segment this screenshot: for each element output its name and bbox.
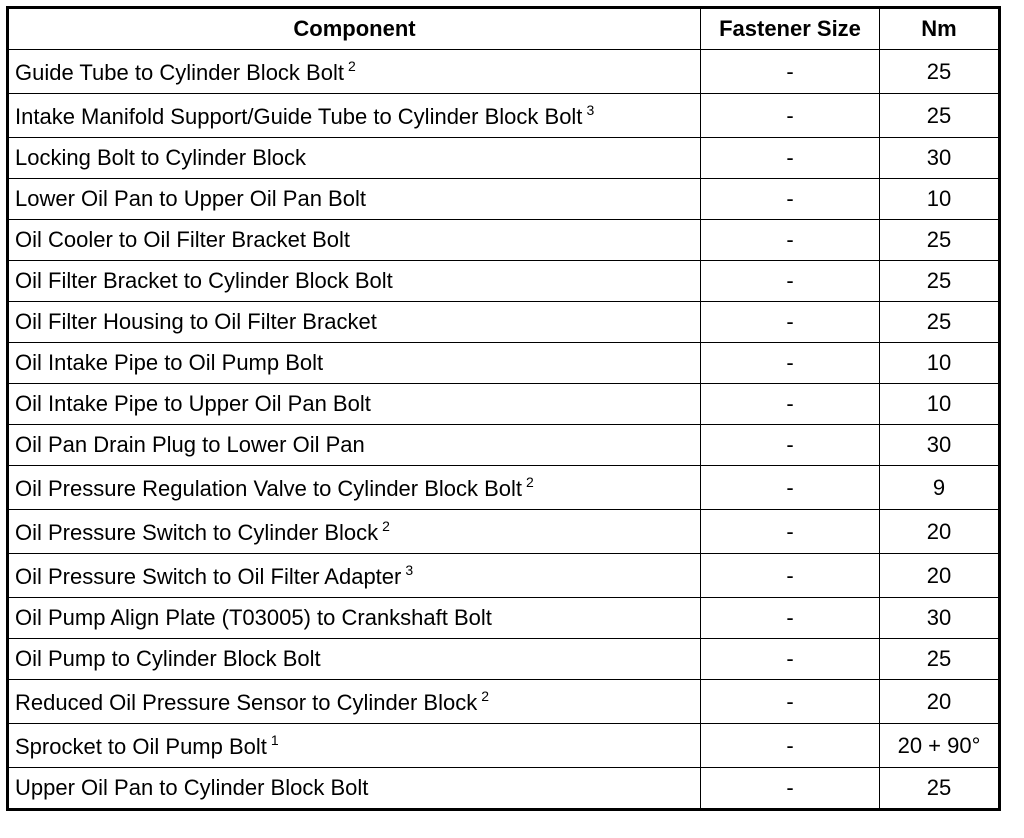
table-row bbox=[8, 680, 1000, 724]
component-cell bbox=[8, 510, 701, 554]
table-row bbox=[8, 94, 1000, 138]
nm-cell: 10 bbox=[880, 384, 1000, 425]
fastener-size-cell: - bbox=[701, 384, 880, 425]
component-text: Oil Intake Pipe to Oil Pump Bolt bbox=[15, 350, 324, 375]
fastener-size-cell: - bbox=[701, 680, 880, 724]
table-row bbox=[8, 343, 1000, 384]
header-row bbox=[8, 8, 1000, 50]
nm-cell: 25 bbox=[880, 768, 1000, 810]
footnote-marker: 2 bbox=[481, 688, 490, 704]
component-text: Oil Intake Pipe to Upper Oil Pan Bolt bbox=[15, 391, 371, 416]
fastener-size-cell: - bbox=[701, 138, 880, 179]
nm-cell: 25 bbox=[880, 261, 1000, 302]
component-text: Oil Cooler to Oil Filter Bracket Bolt bbox=[15, 227, 350, 252]
component-cell bbox=[8, 466, 701, 510]
nm-cell: 9 bbox=[880, 466, 1000, 510]
component-cell bbox=[8, 384, 701, 425]
fastener-size-cell: - bbox=[701, 768, 880, 810]
table-row bbox=[8, 639, 1000, 680]
component-text: Upper Oil Pan to Cylinder Block Bolt bbox=[15, 775, 369, 800]
table-row bbox=[8, 466, 1000, 510]
component-text: Guide Tube to Cylinder Block Bolt bbox=[15, 60, 344, 85]
table-row bbox=[8, 768, 1000, 810]
footnote-marker: 3 bbox=[405, 562, 414, 578]
component-cell bbox=[8, 343, 701, 384]
nm-cell: 10 bbox=[880, 343, 1000, 384]
table-row bbox=[8, 425, 1000, 466]
fastener-size-cell: - bbox=[701, 302, 880, 343]
table-row bbox=[8, 138, 1000, 179]
table-body bbox=[8, 50, 1000, 810]
fastener-size-cell: - bbox=[701, 639, 880, 680]
nm-cell: 25 bbox=[880, 94, 1000, 138]
fastener-size-cell: - bbox=[701, 425, 880, 466]
component-cell bbox=[8, 768, 701, 810]
footnote-marker: 2 bbox=[347, 58, 356, 74]
footnote-marker: 3 bbox=[586, 102, 595, 118]
nm-cell: 30 bbox=[880, 598, 1000, 639]
component-cell bbox=[8, 598, 701, 639]
footnote-marker: 2 bbox=[382, 518, 390, 534]
component-cell bbox=[8, 639, 701, 680]
nm-cell: 20 + 90° bbox=[880, 724, 1000, 768]
component-text: Oil Pressure Switch to Oil Filter Adapter bbox=[15, 564, 402, 589]
component-cell bbox=[8, 179, 701, 220]
fastener-size-cell: - bbox=[701, 50, 880, 94]
fastener-size-cell: - bbox=[701, 724, 880, 768]
component-text: Oil Filter Housing to Oil Filter Bracket bbox=[15, 309, 377, 334]
component-text: Oil Pressure Switch to Cylinder Block bbox=[15, 520, 379, 545]
nm-cell: 10 bbox=[880, 179, 1000, 220]
component-cell bbox=[8, 138, 701, 179]
component-text: Reduced Oil Pressure Sensor to Cylinder Block bbox=[15, 690, 478, 715]
component-cell bbox=[8, 94, 701, 138]
table-row bbox=[8, 220, 1000, 261]
torque-spec-table bbox=[6, 6, 1001, 811]
nm-cell: 25 bbox=[880, 302, 1000, 343]
footnote-marker: 1 bbox=[270, 732, 279, 748]
component-text: Oil Pump Align Plate (T03005) to Crankshaft Bolt bbox=[15, 605, 492, 630]
table-row bbox=[8, 554, 1000, 598]
header-fastener-size: Fastener Size bbox=[701, 8, 880, 50]
component-cell bbox=[8, 302, 701, 343]
table-row bbox=[8, 261, 1000, 302]
fastener-size-cell: - bbox=[701, 466, 880, 510]
component-text: Locking Bolt to Cylinder Block bbox=[15, 145, 307, 170]
table-row bbox=[8, 384, 1000, 425]
table-row bbox=[8, 510, 1000, 554]
table-row bbox=[8, 724, 1000, 768]
fastener-size-cell: - bbox=[701, 179, 880, 220]
fastener-size-cell: - bbox=[701, 554, 880, 598]
table-row bbox=[8, 302, 1000, 343]
footnote-marker: 2 bbox=[526, 474, 534, 490]
component-cell bbox=[8, 425, 701, 466]
fastener-size-cell: - bbox=[701, 94, 880, 138]
nm-cell: 25 bbox=[880, 220, 1000, 261]
component-text: Sprocket to Oil Pump Bolt bbox=[15, 734, 267, 759]
nm-cell: 30 bbox=[880, 138, 1000, 179]
fastener-size-cell: - bbox=[701, 510, 880, 554]
component-cell bbox=[8, 554, 701, 598]
nm-cell: 20 bbox=[880, 554, 1000, 598]
component-cell bbox=[8, 220, 701, 261]
component-text: Oil Pan Drain Plug to Lower Oil Pan bbox=[15, 432, 365, 457]
component-text: Intake Manifold Support/Guide Tube to Cylinder Block Bolt bbox=[15, 104, 583, 129]
table-row bbox=[8, 179, 1000, 220]
header-nm: Nm bbox=[880, 8, 1000, 50]
fastener-size-cell: - bbox=[701, 220, 880, 261]
table-row bbox=[8, 50, 1000, 94]
nm-cell: 25 bbox=[880, 50, 1000, 94]
component-cell bbox=[8, 261, 701, 302]
component-cell bbox=[8, 724, 701, 768]
fastener-size-cell: - bbox=[701, 598, 880, 639]
nm-cell: 25 bbox=[880, 639, 1000, 680]
header-component: Component bbox=[8, 8, 701, 50]
component-text: Oil Filter Bracket to Cylinder Block Bolt bbox=[15, 268, 393, 293]
table-row bbox=[8, 598, 1000, 639]
fastener-size-cell: - bbox=[701, 343, 880, 384]
nm-cell: 20 bbox=[880, 680, 1000, 724]
component-text: Lower Oil Pan to Upper Oil Pan Bolt bbox=[15, 186, 366, 211]
component-text: Oil Pressure Regulation Valve to Cylinder Block Bolt bbox=[15, 476, 523, 501]
component-text: Oil Pump to Cylinder Block Bolt bbox=[15, 646, 321, 671]
nm-cell: 20 bbox=[880, 510, 1000, 554]
component-cell bbox=[8, 50, 701, 94]
fastener-size-cell: - bbox=[701, 261, 880, 302]
nm-cell: 30 bbox=[880, 425, 1000, 466]
component-cell bbox=[8, 680, 701, 724]
